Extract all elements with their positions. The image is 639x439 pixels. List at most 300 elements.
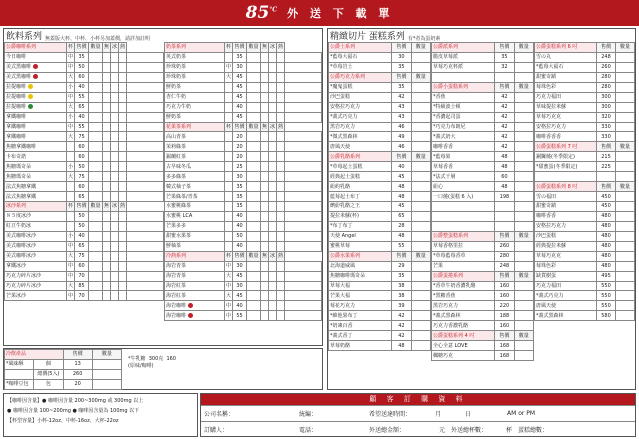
ice-check[interactable] (269, 301, 277, 311)
qty-input[interactable] (514, 62, 533, 72)
qty-input[interactable] (514, 211, 533, 221)
column-header: 無 (104, 44, 110, 51)
none-check[interactable] (261, 82, 269, 92)
qty-input[interactable] (247, 152, 261, 162)
hot-check[interactable] (119, 62, 127, 72)
hot-check[interactable] (119, 92, 127, 102)
none-check[interactable] (103, 182, 111, 192)
qty-input[interactable] (411, 331, 430, 341)
none-check[interactable] (103, 132, 111, 142)
qty-input[interactable] (514, 202, 533, 212)
qty-input[interactable] (514, 351, 533, 361)
qty-input[interactable] (89, 231, 103, 241)
qty-input[interactable] (247, 142, 261, 152)
hot-check[interactable] (277, 311, 285, 321)
ice-check[interactable] (269, 132, 277, 142)
qty-input[interactable] (247, 281, 261, 291)
qty-input[interactable] (411, 321, 430, 331)
ice-check[interactable] (111, 231, 119, 241)
qty-input[interactable] (247, 72, 261, 82)
qty-input[interactable] (616, 231, 635, 241)
none-check[interactable] (103, 52, 111, 62)
none-check[interactable] (103, 192, 111, 202)
qty-input[interactable] (616, 202, 635, 212)
hot-check[interactable] (119, 271, 127, 281)
qty-input[interactable] (514, 182, 533, 192)
none-check[interactable] (261, 172, 269, 182)
qty-input[interactable] (514, 122, 533, 132)
phone-field[interactable]: 電話： (299, 427, 318, 434)
hot-check[interactable] (277, 241, 285, 251)
ice-check[interactable] (269, 182, 277, 192)
ice-check[interactable] (269, 172, 277, 182)
ampm-field[interactable]: AM or PM (507, 410, 536, 417)
none-check[interactable] (103, 82, 111, 92)
ice-check[interactable] (111, 291, 119, 301)
hot-check[interactable] (277, 112, 285, 122)
qty-input[interactable] (89, 142, 103, 152)
hot-check[interactable] (277, 192, 285, 202)
qty-input[interactable] (247, 261, 261, 271)
ice-check[interactable] (111, 132, 119, 142)
qty-input[interactable] (89, 162, 103, 172)
ice-check[interactable] (269, 231, 277, 241)
hot-check[interactable] (277, 92, 285, 102)
qty-input[interactable] (247, 132, 261, 142)
column-header: 冰 (112, 44, 118, 51)
drink-row (5, 92, 164, 102)
ice-check[interactable] (269, 202, 277, 212)
none-check[interactable] (261, 112, 269, 122)
none-check[interactable] (261, 271, 269, 281)
qty-input[interactable] (89, 192, 103, 202)
hot-check[interactable] (277, 182, 285, 192)
ice-check[interactable] (269, 92, 277, 102)
hot-check[interactable] (277, 231, 285, 241)
hot-check[interactable] (119, 142, 127, 152)
spacer (127, 211, 164, 221)
hot-check[interactable] (119, 231, 127, 241)
qty-input[interactable] (411, 221, 430, 231)
ice-check[interactable] (111, 182, 119, 192)
qty-input[interactable] (514, 132, 533, 142)
hot-check[interactable] (119, 172, 127, 182)
qty-input[interactable] (616, 271, 635, 281)
qty-input[interactable] (514, 261, 533, 271)
qty-input[interactable] (616, 112, 635, 122)
ice-check[interactable] (269, 142, 277, 152)
qty-input[interactable] (411, 142, 430, 152)
ice-check[interactable] (269, 72, 277, 82)
none-check[interactable] (261, 72, 269, 82)
qty-input[interactable] (89, 52, 103, 62)
none-check[interactable] (261, 182, 269, 192)
qty-input[interactable] (89, 122, 103, 132)
none-check[interactable] (261, 241, 269, 251)
ice-check[interactable] (111, 241, 119, 251)
qty-input[interactable] (411, 192, 430, 202)
qty-input[interactable] (411, 241, 430, 251)
qty-input[interactable] (616, 52, 635, 62)
ice-check[interactable] (269, 311, 277, 321)
qty-input[interactable] (89, 102, 103, 112)
qty-input[interactable] (616, 132, 635, 142)
qty-input[interactable] (514, 281, 533, 291)
qty-input[interactable] (411, 202, 430, 212)
qty-input[interactable] (514, 221, 533, 231)
price: 160 (495, 281, 514, 291)
column-header: 熱 (278, 123, 284, 130)
none-check[interactable] (261, 152, 269, 162)
none-check[interactable] (261, 162, 269, 172)
hot-check[interactable] (277, 52, 285, 62)
none-check[interactable] (261, 192, 269, 202)
total-field[interactable]: 外送總金額： (369, 427, 406, 434)
ice-check[interactable] (269, 192, 277, 202)
ice-check[interactable] (269, 271, 277, 281)
qty-input[interactable] (92, 359, 121, 369)
hot-check[interactable] (119, 261, 127, 271)
none-check[interactable] (261, 221, 269, 231)
ice-check[interactable] (269, 102, 277, 112)
qty-input[interactable] (92, 379, 121, 389)
qty-input[interactable] (411, 291, 430, 301)
company-field[interactable]: 公司名稱： (204, 411, 235, 418)
qty-input[interactable] (616, 192, 635, 202)
qty-input[interactable] (616, 281, 635, 291)
hot-check[interactable] (119, 291, 127, 301)
qty-input[interactable] (247, 311, 261, 321)
none-check[interactable] (103, 122, 111, 132)
hot-check[interactable] (277, 271, 285, 281)
hot-check[interactable] (277, 301, 285, 311)
none-check[interactable] (103, 231, 111, 241)
hot-check[interactable] (119, 251, 127, 261)
qty-input[interactable] (411, 112, 430, 122)
ice-check[interactable] (269, 261, 277, 271)
qty-input[interactable] (411, 281, 430, 291)
none-check[interactable] (103, 211, 111, 221)
ice-check[interactable] (111, 192, 119, 202)
qty-input[interactable] (411, 52, 430, 62)
qty-input[interactable] (89, 92, 103, 102)
qty-input[interactable] (247, 82, 261, 92)
qty-input[interactable] (247, 172, 261, 182)
none-check[interactable] (261, 62, 269, 72)
qty-input[interactable] (247, 231, 261, 241)
qty-input[interactable] (616, 92, 635, 102)
qty-input[interactable] (616, 251, 635, 261)
hot-check[interactable] (119, 182, 127, 192)
qty-input[interactable] (616, 311, 635, 321)
hot-check[interactable] (119, 162, 127, 172)
qty-input[interactable] (514, 152, 533, 162)
qty-input[interactable] (616, 62, 635, 72)
qty-input[interactable] (514, 291, 533, 301)
ice-check[interactable] (269, 241, 277, 251)
qty-input[interactable] (616, 162, 635, 172)
hot-check[interactable] (277, 281, 285, 291)
qty-input[interactable] (411, 82, 430, 92)
none-check[interactable] (261, 291, 269, 301)
qty-input[interactable] (247, 192, 261, 202)
tax-id-field[interactable]: 統編： (299, 411, 318, 418)
none-check[interactable] (103, 142, 111, 152)
hot-check[interactable] (277, 261, 285, 271)
qty-input[interactable] (514, 92, 533, 102)
qty-input[interactable] (411, 132, 430, 142)
qty-input[interactable] (616, 291, 635, 301)
qty-input[interactable] (89, 291, 103, 301)
qty-input[interactable] (514, 301, 533, 311)
ice-check[interactable] (269, 211, 277, 221)
hot-check[interactable] (277, 162, 285, 172)
qty-input[interactable] (411, 182, 430, 192)
qty-input[interactable] (616, 301, 635, 311)
qty-input[interactable] (247, 211, 261, 221)
qty-input[interactable] (411, 311, 430, 321)
none-check[interactable] (103, 72, 111, 82)
spacer (285, 281, 322, 291)
none-check[interactable] (261, 231, 269, 241)
qty-input[interactable] (89, 112, 103, 122)
none-check[interactable] (261, 281, 269, 291)
ice-check[interactable] (111, 271, 119, 281)
ice-check[interactable] (111, 152, 119, 162)
none-check[interactable] (261, 52, 269, 62)
qty-input[interactable] (89, 82, 103, 92)
none-check[interactable] (103, 112, 111, 122)
ice-check[interactable] (111, 281, 119, 291)
ice-check[interactable] (269, 152, 277, 162)
none-check[interactable] (261, 311, 269, 321)
qty-input[interactable] (514, 102, 533, 112)
cups-field[interactable]: 外送總杯數： (451, 427, 488, 434)
qty-input[interactable] (89, 172, 103, 182)
none-check[interactable] (103, 62, 111, 72)
cake-count-field[interactable]: 蛋糕總數： (518, 427, 549, 434)
qty-input[interactable] (616, 241, 635, 251)
qty-input[interactable] (247, 301, 261, 311)
month-field[interactable]: 月 (435, 411, 442, 418)
hot-check[interactable] (277, 221, 285, 231)
qty-input[interactable] (247, 162, 261, 172)
qty-input[interactable] (247, 271, 261, 281)
ice-check[interactable] (111, 112, 119, 122)
qty-input[interactable] (616, 72, 635, 82)
hot-check[interactable] (277, 291, 285, 301)
hot-check[interactable] (277, 142, 285, 152)
hot-check[interactable] (277, 62, 285, 72)
hot-check[interactable] (119, 112, 127, 122)
none-check[interactable] (103, 281, 111, 291)
ice-check[interactable] (269, 291, 277, 301)
qty-input[interactable] (514, 112, 533, 122)
none-check[interactable] (261, 92, 269, 102)
qty-input[interactable] (411, 122, 430, 132)
qty-input[interactable] (89, 211, 103, 221)
ice-check[interactable] (269, 82, 277, 92)
qty-input[interactable] (89, 62, 103, 72)
qty-input[interactable] (89, 182, 103, 192)
none-check[interactable] (261, 261, 269, 271)
hot-check[interactable] (277, 102, 285, 112)
none-check[interactable] (103, 152, 111, 162)
none-check[interactable] (261, 102, 269, 112)
hot-check[interactable] (277, 202, 285, 212)
none-check[interactable] (261, 142, 269, 152)
ice-check[interactable] (269, 162, 277, 172)
ice-check[interactable] (111, 82, 119, 92)
qty-input[interactable] (514, 192, 533, 202)
qty-input[interactable] (411, 341, 430, 351)
qty-input[interactable] (411, 271, 430, 281)
qty-input[interactable] (616, 122, 635, 132)
qty-input[interactable] (411, 102, 430, 112)
ice-check[interactable] (111, 251, 119, 261)
hot-check[interactable] (119, 192, 127, 202)
none-check[interactable] (103, 162, 111, 172)
ice-check[interactable] (269, 52, 277, 62)
qty-input[interactable] (247, 102, 261, 112)
drink-row (165, 311, 322, 321)
qty-input[interactable] (247, 52, 261, 62)
qty-input[interactable] (514, 311, 533, 321)
none-check[interactable] (103, 291, 111, 301)
qty-input[interactable] (247, 221, 261, 231)
qty-input[interactable] (514, 241, 533, 251)
qty-input[interactable] (247, 202, 261, 212)
ice-check[interactable] (111, 62, 119, 72)
hot-check[interactable] (119, 221, 127, 231)
none-check[interactable] (103, 251, 111, 261)
buyer-field[interactable]: 訂購人： (204, 427, 229, 434)
qty-input[interactable] (89, 281, 103, 291)
qty-input[interactable] (247, 241, 261, 251)
price: 188 (495, 311, 514, 321)
qty-input[interactable] (411, 92, 430, 102)
ice-check[interactable] (111, 261, 119, 271)
qty-input[interactable] (616, 102, 635, 112)
hot-check[interactable] (119, 52, 127, 62)
hot-check[interactable] (277, 152, 285, 162)
hot-check[interactable] (119, 132, 127, 142)
qty-input[interactable] (411, 211, 430, 221)
qty-input[interactable] (514, 321, 533, 331)
none-check[interactable] (261, 301, 269, 311)
qty-input[interactable] (89, 72, 103, 82)
qty-input[interactable] (247, 112, 261, 122)
none-check[interactable] (261, 202, 269, 212)
qty-input[interactable] (616, 172, 635, 182)
qty-input[interactable] (247, 182, 261, 192)
qty-input[interactable] (616, 82, 635, 92)
ice-check[interactable] (111, 172, 119, 182)
ice-check[interactable] (111, 92, 119, 102)
qty-input[interactable] (247, 291, 261, 301)
qty-input[interactable] (411, 261, 430, 271)
qty-input[interactable] (514, 251, 533, 261)
none-check[interactable] (103, 92, 111, 102)
none-check[interactable] (103, 271, 111, 281)
hot-check[interactable] (119, 281, 127, 291)
hot-check[interactable] (277, 172, 285, 182)
hot-check[interactable] (277, 211, 285, 221)
qty-input[interactable] (411, 231, 430, 241)
qty-input[interactable] (616, 221, 635, 231)
qty-input[interactable] (247, 92, 261, 102)
ice-check[interactable] (111, 52, 119, 62)
ice-check[interactable] (269, 112, 277, 122)
qty-input[interactable] (514, 172, 533, 182)
ice-check[interactable] (269, 62, 277, 72)
qty-input[interactable] (89, 132, 103, 142)
ice-check[interactable] (111, 142, 119, 152)
hot-check[interactable] (119, 152, 127, 162)
ice-check[interactable] (269, 281, 277, 291)
qty-input[interactable] (89, 271, 103, 281)
hot-check[interactable] (277, 82, 285, 92)
qty-input[interactable] (514, 52, 533, 62)
hot-check[interactable] (277, 132, 285, 142)
ice-check[interactable] (111, 72, 119, 82)
none-check[interactable] (103, 172, 111, 182)
qty-input[interactable] (247, 62, 261, 72)
cake-name: *草莓起士蛋糕 (329, 162, 392, 172)
qty-input[interactable] (411, 162, 430, 172)
ice-check[interactable] (269, 221, 277, 231)
qty-input[interactable] (89, 241, 103, 251)
qty-input[interactable] (616, 211, 635, 221)
hot-check[interactable] (119, 72, 127, 82)
hot-check[interactable] (119, 102, 127, 112)
qty-input[interactable] (514, 341, 533, 351)
day-field[interactable]: 日 (465, 411, 472, 418)
hot-check[interactable] (119, 122, 127, 132)
ice-check[interactable] (111, 102, 119, 112)
hot-check[interactable] (119, 241, 127, 251)
qty-input[interactable] (514, 142, 533, 152)
qty-input[interactable] (514, 162, 533, 172)
qty-input[interactable] (89, 261, 103, 271)
cake-row (329, 211, 431, 221)
qty-input[interactable] (616, 261, 635, 271)
ice-check[interactable] (111, 221, 119, 231)
qty-input[interactable] (411, 301, 430, 311)
qty-input[interactable] (92, 369, 121, 379)
ice-check[interactable] (111, 162, 119, 172)
qty-input[interactable] (89, 152, 103, 162)
qty-input[interactable] (616, 152, 635, 162)
none-check[interactable] (261, 211, 269, 221)
hot-check[interactable] (119, 211, 127, 221)
drinks-panel (3, 28, 323, 346)
ice-check[interactable] (111, 122, 119, 132)
hot-check[interactable] (277, 72, 285, 82)
none-check[interactable] (261, 132, 269, 142)
qty-input[interactable] (89, 221, 103, 231)
none-check[interactable] (103, 221, 111, 231)
none-check[interactable] (103, 102, 111, 112)
qty-input[interactable] (411, 172, 430, 182)
none-check[interactable] (103, 241, 111, 251)
qty-input[interactable] (514, 72, 533, 82)
hot-check[interactable] (119, 82, 127, 92)
qty-input[interactable] (411, 62, 430, 72)
ice-check[interactable] (111, 211, 119, 221)
qty-input[interactable] (89, 251, 103, 261)
none-check[interactable] (103, 261, 111, 271)
